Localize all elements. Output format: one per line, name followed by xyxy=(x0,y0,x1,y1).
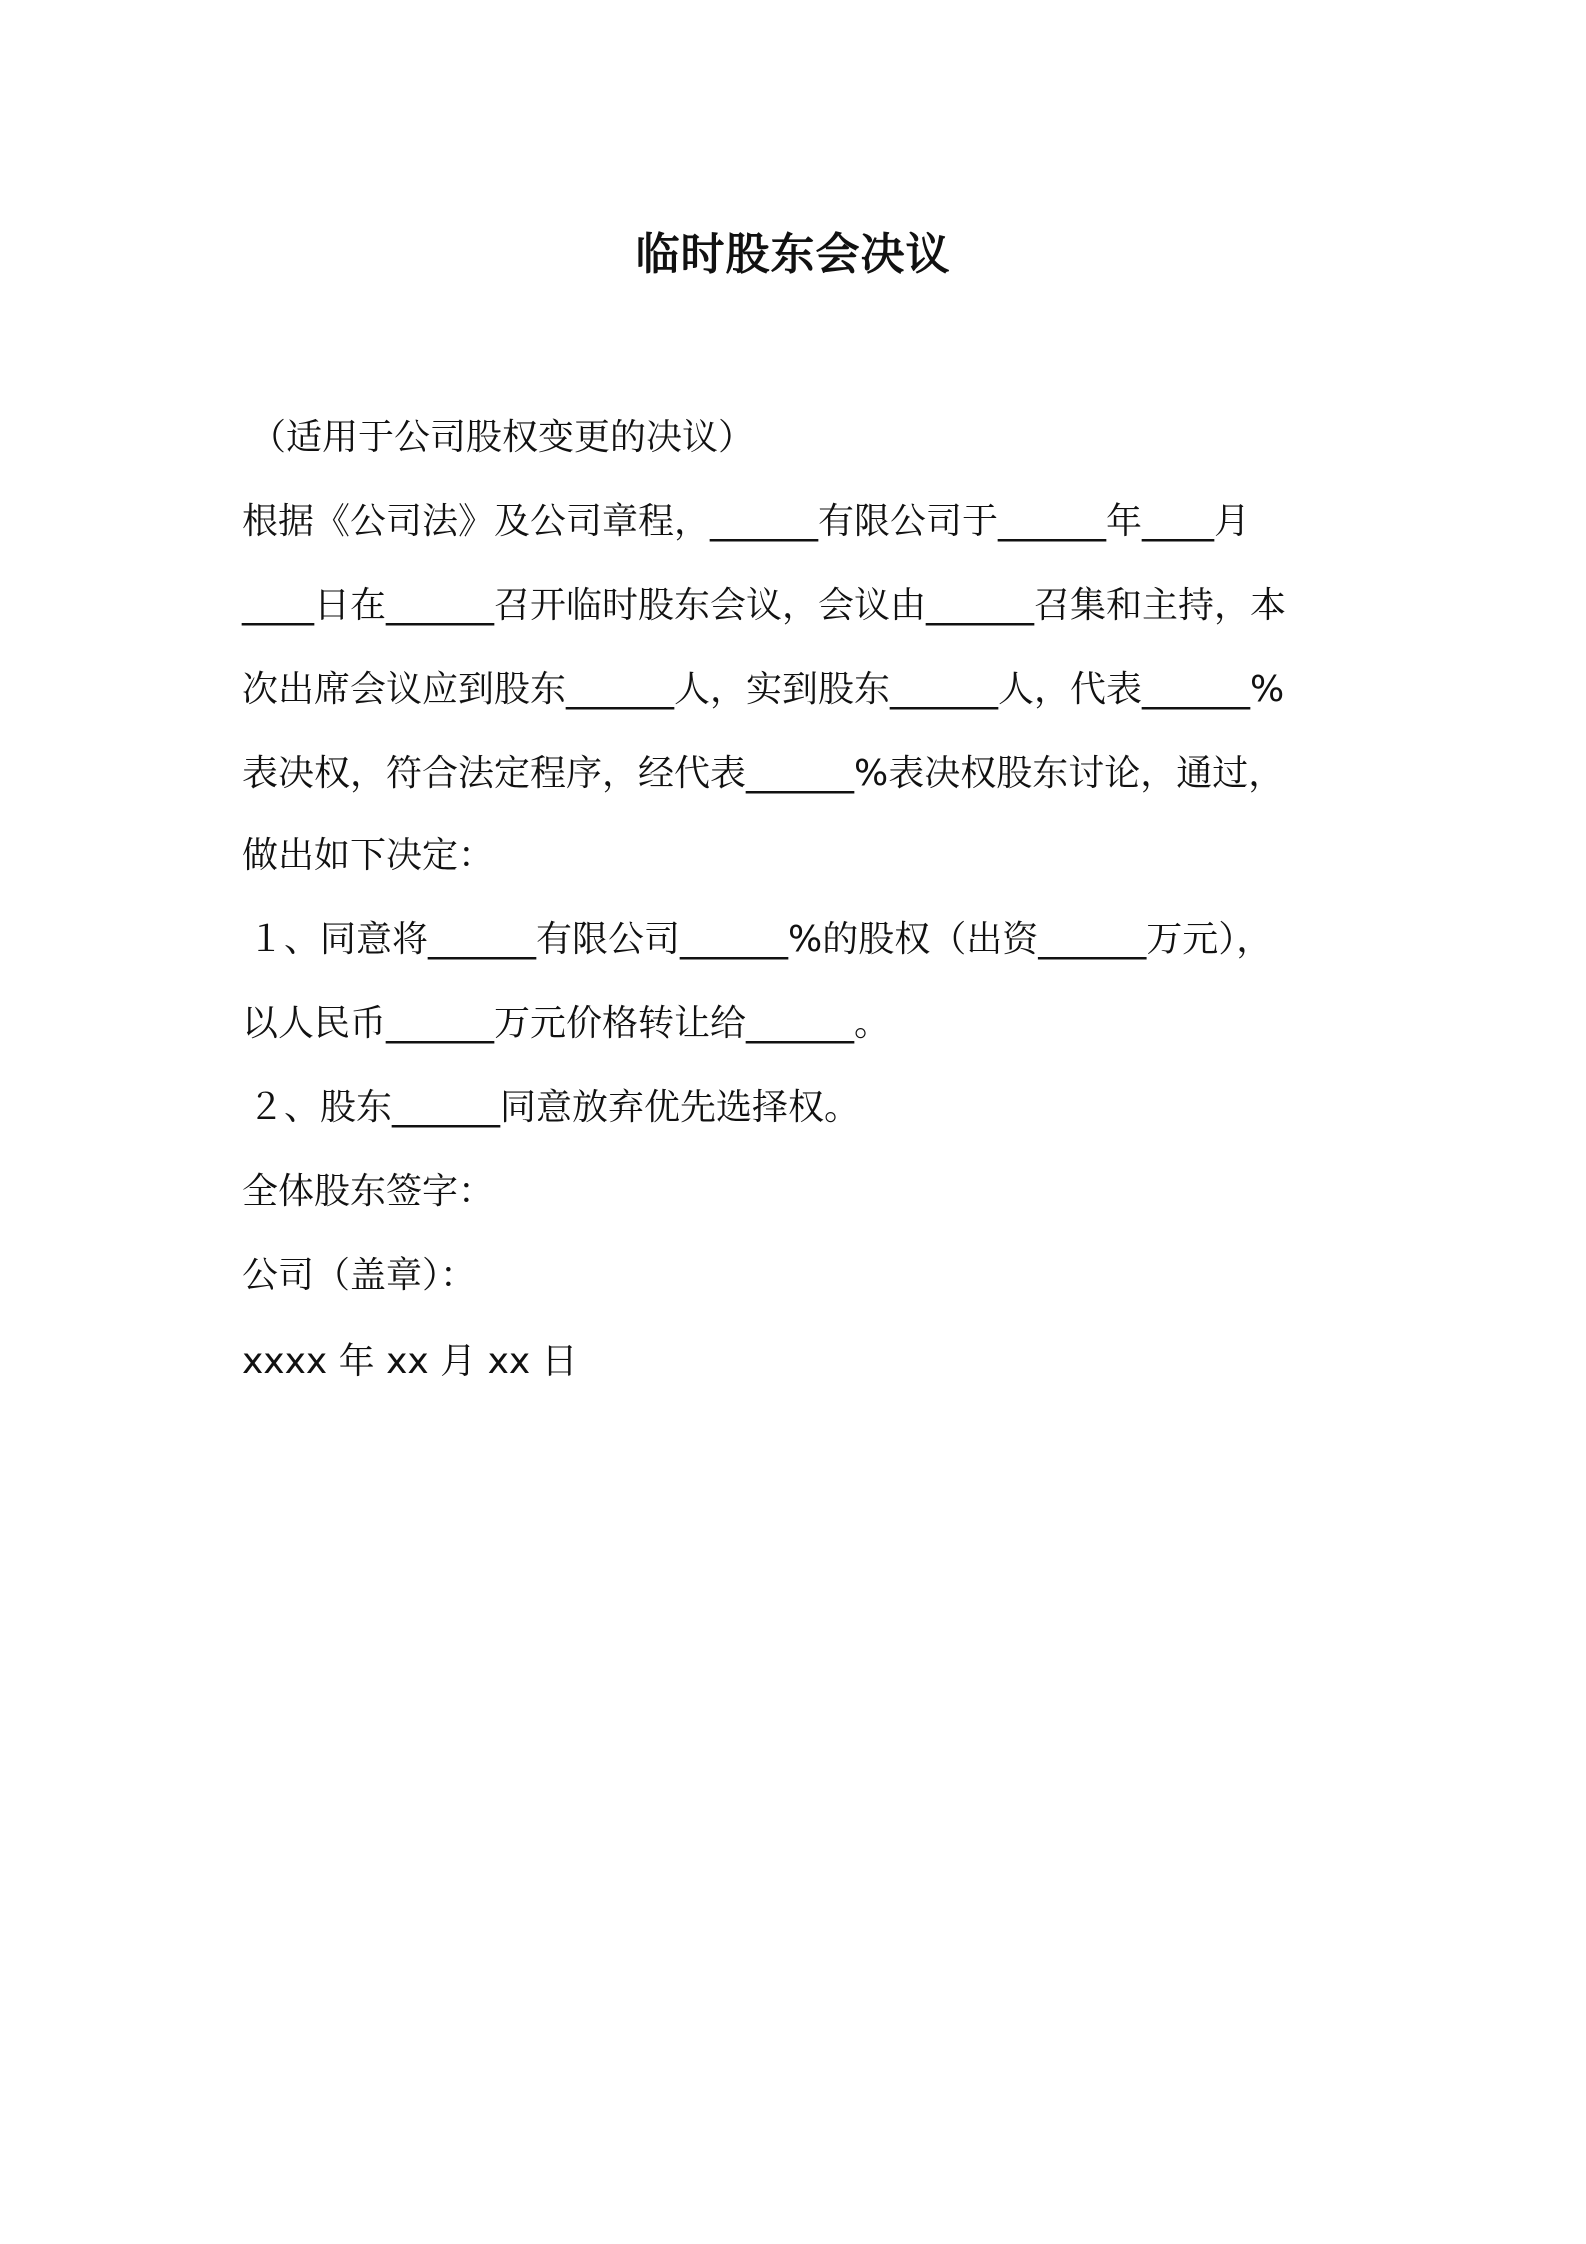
document-title: 临时股东会决议 xyxy=(635,229,951,280)
document-subtitle: （适用于公司股权变更的决议） xyxy=(250,417,755,458)
date-line: xxxx 年 xx 月 xx 日 xyxy=(242,1341,578,1382)
company-seal-label: 公司（盖章）： xyxy=(242,1255,477,1296)
resolution-item-2: ２、股东______同意放弃优先选择权。 xyxy=(248,1087,861,1128)
body-line: 表决权，符合法定程序，经代表______%表决权股东讨论，通过， xyxy=(242,753,1285,794)
resolution-item-1: １、同意将______有限公司______%的股权（出资______万元）， xyxy=(248,919,1273,960)
shareholder-signature-label: 全体股东签字： xyxy=(242,1171,495,1212)
body-line: 做出如下决定： xyxy=(242,835,495,876)
resolution-item-1-cont: 以人民币______万元价格转让给______。 xyxy=(242,1003,891,1044)
body-line: 次出席会议应到股东______人，实到股东______人，代表______% xyxy=(242,669,1285,710)
body-line: 根据《公司法》及公司章程，______有限公司于______年____月 xyxy=(242,501,1251,542)
body-line: ____日在______召开临时股东会议，会议由______召集和主持，本 xyxy=(242,585,1287,626)
